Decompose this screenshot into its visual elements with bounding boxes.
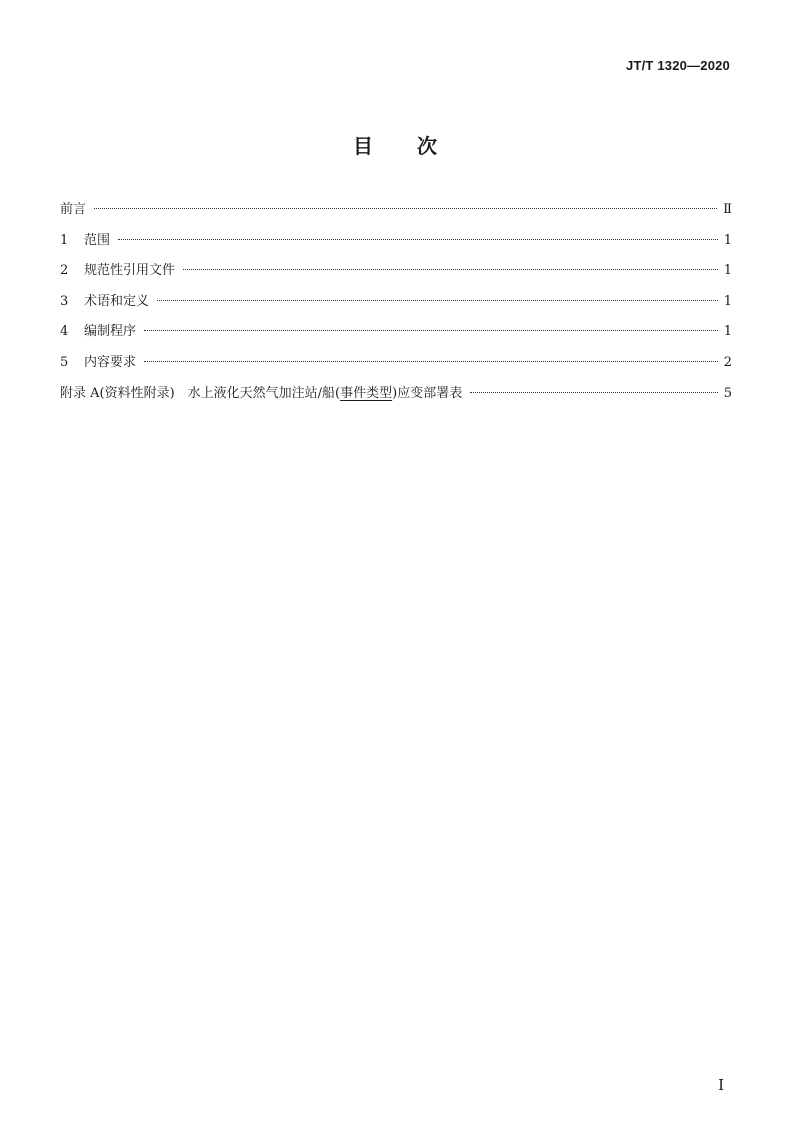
toc-entry-scope[interactable] [60, 229, 732, 260]
toc-leader-dots [470, 392, 718, 393]
toc-entry-normative-references[interactable] [60, 259, 732, 290]
toc-entry-label: 范围 [84, 232, 111, 248]
toc-entry-content-requirements[interactable] [60, 351, 732, 382]
title-char-2: 次 [417, 134, 437, 158]
toc-entry-number: 1 [60, 232, 69, 248]
appendix-label-prefix: 附录 A(资料性附录) 水上液化天然气加注站/船( [60, 385, 341, 401]
toc-entry-appendix-a[interactable] [60, 382, 732, 413]
toc-leader-dots [183, 269, 718, 270]
toc-entry-page: 5 [723, 385, 732, 401]
toc-entry-page: 1 [723, 232, 732, 248]
standard-code: JT/T 1320—2020 [626, 58, 730, 73]
toc-entry-number: 3 [60, 293, 69, 309]
toc-entry-page: 1 [723, 293, 732, 309]
title-char-1: 目 [353, 134, 373, 158]
toc-entry-number: 5 [60, 354, 69, 370]
appendix-label-suffix: )应变部署表 [392, 385, 463, 401]
toc-entry-terms-definitions[interactable] [60, 290, 732, 321]
toc-leader-dots [144, 330, 718, 331]
toc-entry-label: 前言 [60, 202, 87, 217]
table-of-contents [60, 198, 732, 412]
toc-entry-label: 内容要求 [84, 354, 137, 370]
toc-entry-label [60, 382, 462, 401]
toc-entry-label: 规范性引用文件 [84, 263, 176, 279]
toc-entry-page: 1 [723, 263, 732, 279]
toc-entry-label: 术语和定义 [84, 293, 150, 309]
toc-entry-label: 编制程序 [84, 324, 137, 340]
toc-leader-dots [157, 300, 718, 301]
toc-entry-page: Ⅱ [723, 202, 732, 217]
page-title [0, 130, 790, 159]
toc-entry-foreword[interactable] [60, 198, 732, 229]
toc-entry-compilation-procedure[interactable] [60, 320, 732, 351]
toc-leader-dots [144, 361, 718, 362]
toc-entry-page: 2 [723, 354, 732, 370]
toc-leader-dots [94, 208, 717, 209]
toc-entry-page: 1 [723, 324, 732, 340]
page-number: I [718, 1076, 724, 1094]
appendix-label-underlined: 事件类型 [340, 385, 393, 401]
toc-leader-dots [118, 239, 718, 240]
toc-entry-number: 2 [60, 263, 69, 279]
toc-entry-number: 4 [60, 324, 69, 340]
